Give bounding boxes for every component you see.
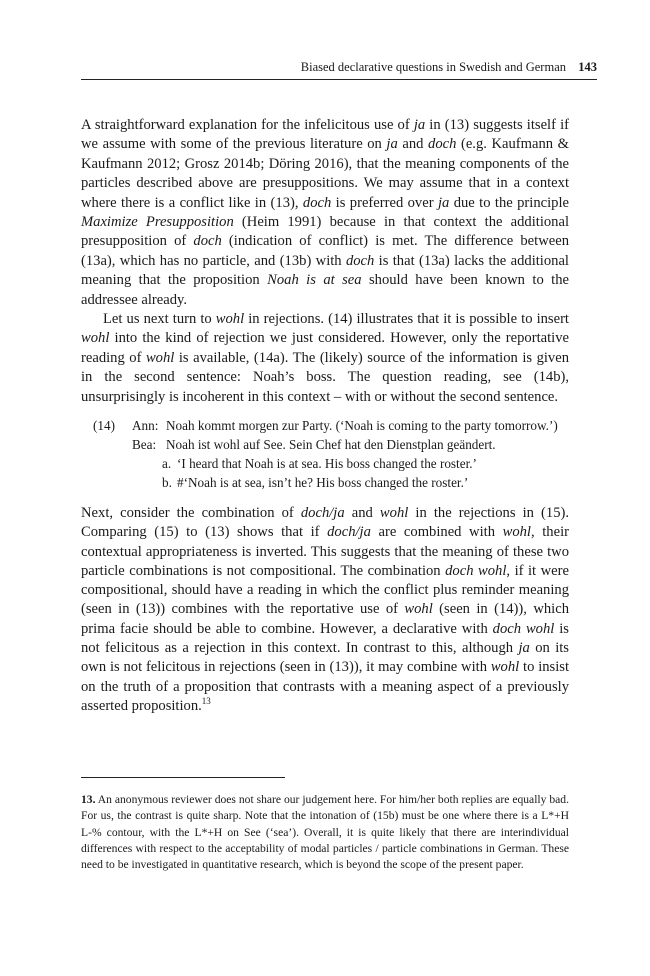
text-run: (seen in (14)), which prima facie should be able to combine. However, a declarative with [81, 601, 569, 637]
body-text [81, 116, 569, 407]
text-run: is not felicitous as a rejection in this context. In contrast to this, although [81, 620, 569, 657]
text-run: is preferred over [331, 194, 438, 211]
italic-term: wohl [490, 659, 520, 676]
italic-term: doch [193, 233, 222, 250]
italic-term: wohl [379, 505, 409, 521]
reading-b-text: #‘Noah is at sea, isn’t he? His boss changed the roster.’ [177, 475, 469, 490]
italic-term: ja [518, 640, 530, 657]
utterance-bea: Noah ist wohl auf See. Sein Chef hat den Dienstplan geändert. [166, 437, 496, 452]
text-run: Next, consider the combination of [81, 505, 301, 521]
footnote-text: An anonymous reviewer does not share our judgement here. For him/her both replies are equally bad. For us, the contrast is quite sharp. Note that the intonation of (15b) must be one where there is a L*+H L-% contour, with the L*+H on See (‘sea’). Overall, it is quite likely that there are interindividual differences with respect to the acceptability of modal particles / particle combinations in German. These need to be investigated in quantitative research, which is beyond the scope of the present paper. [81, 793, 569, 872]
footnote-rule [81, 777, 285, 778]
page-number: 143 [578, 60, 597, 74]
paragraph-2 [81, 310, 569, 407]
italic-term: wohl [81, 330, 110, 347]
example-line-b [93, 435, 573, 454]
text-run: Let us next turn to [103, 311, 216, 328]
footnote-13 [81, 792, 569, 873]
italic-term: doch [302, 194, 332, 211]
text-run: (Heim 1991) because in that context the additional presupposition of [81, 214, 569, 250]
text-run: , if it were compositional, should have a reading in which the conflict plus reminder meaning (seen in (13)) combines with the reportative use of [81, 562, 569, 618]
reading-a-label: a. [162, 456, 172, 471]
example-reading-a [93, 454, 573, 473]
running-title: Biased declarative questions in Swedish and German [300, 60, 566, 74]
text-run: is that (13a) lacks the additional meaning that the proposition [81, 252, 569, 289]
italic-term: doch/ja [327, 524, 371, 541]
text-run: (e.g. Kaufmann & Kaufmann 2012; Grosz 2014b; Döring 2016), that the meaning components of the particles described above are presuppositions. We may assume that in a context where there is a conflict like in (13), [81, 136, 569, 211]
reading-b-label: b. [162, 475, 172, 490]
paragraph-1 [81, 116, 569, 310]
italic-term: ja [437, 194, 450, 211]
italic-term: doch wohl [492, 620, 555, 637]
text-run: are combined with [370, 524, 503, 541]
italic-term: doch [428, 136, 457, 153]
text-run: , their contextual appropriateness is inverted. This suggests that the meaning of these two particle combinations is not compositional. The combination [81, 524, 569, 579]
italic-term: wohl [145, 349, 175, 366]
italic-term: wohl [404, 601, 433, 618]
text-run: (indication of conflict) is met. The difference between (13a), which has no particle, and (13b) with [81, 233, 569, 269]
italic-term: ja [413, 117, 426, 133]
reading-a-text: ‘I heard that Noah is at sea. His boss changed the roster.’ [177, 456, 477, 471]
paragraph-3 [81, 504, 569, 716]
italic-term: doch wohl [445, 562, 507, 579]
text-run: A straightforward explanation for the infelicitous use of [81, 117, 414, 133]
text-run: due to the principle [449, 194, 569, 211]
example-14 [93, 416, 573, 492]
text-run: on its own is not felicitous in rejections (seen in (13)), it may combine with [81, 640, 569, 676]
running-header [81, 57, 597, 80]
italic-term: Noah is at sea [267, 272, 362, 289]
footnote-ref: 13 [201, 696, 211, 707]
text-run: in rejections. (14) illustrates that it is possible to insert [244, 311, 569, 328]
text-run: and [397, 136, 429, 153]
example-reading-b [93, 473, 573, 492]
italic-term: wohl [502, 524, 531, 541]
text-run: should have been known to the addressee already. [81, 272, 569, 308]
text-run: in the rejections in (15). Comparing (15) to (13) shows that if [81, 505, 570, 541]
utterance-ann: Noah kommt morgen zur Party. (‘Noah is coming to the party tomorrow.’) [166, 418, 558, 433]
italic-term: wohl [215, 311, 245, 328]
italic-term: Maximize Presupposition [81, 214, 234, 231]
example-line-a [93, 416, 573, 435]
italic-term: doch [345, 252, 375, 269]
speaker-ann: Ann: [132, 418, 159, 433]
text-run: is available, (14a). The (likely) source of the information is given in the second sentence: Noah’s boss. The question reading, see (14b), unsurprisingly is incoherent in this context – with or without the second sentence. [81, 349, 569, 405]
footnote-marker: 13. [81, 793, 96, 806]
text-run: and [344, 505, 380, 521]
italic-term: doch/ja [300, 505, 345, 521]
example-number: (14) [93, 418, 115, 433]
text-run: to insist on the truth of a proposition that contrasts with a meaning aspect of a previously asserted proposition. [81, 659, 570, 714]
body-text-continued [81, 504, 569, 716]
speaker-bea: Bea: [132, 437, 157, 452]
italic-term: ja [386, 136, 398, 153]
text-run: into the kind of rejection we just considered. However, only the reportative reading of [81, 330, 569, 366]
text-run: in (13) suggests itself if we assume with some of the previous literature on [81, 117, 569, 153]
footnote-paragraph [81, 792, 569, 873]
